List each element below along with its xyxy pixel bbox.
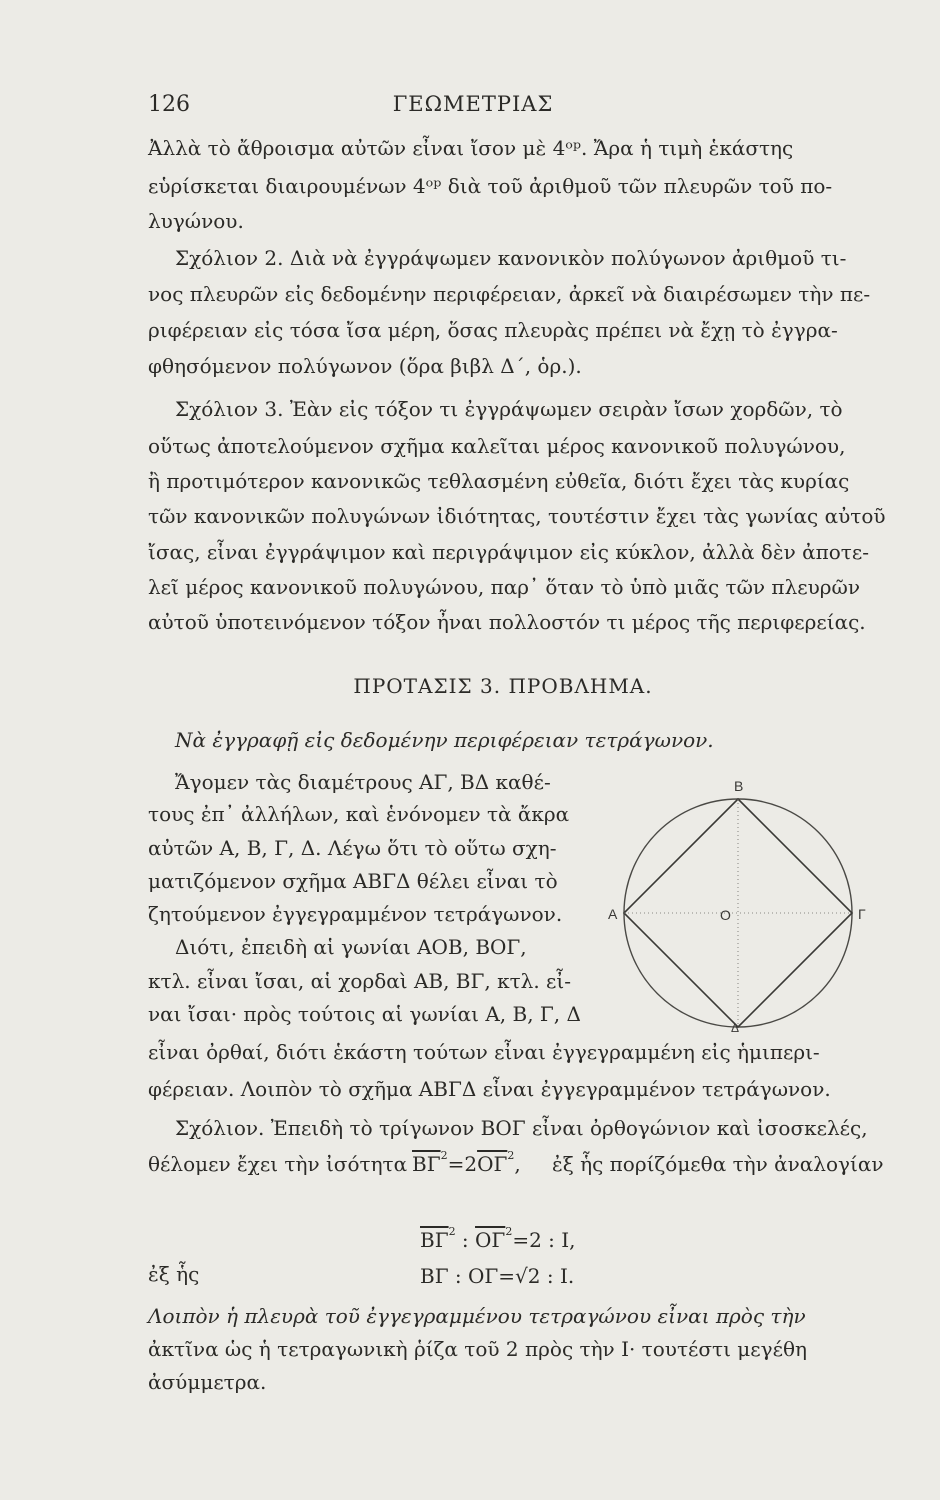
proof-line: ματιζόμενον σχῆμα ΑΒΓΔ θέλει εἶναι τὸ xyxy=(148,869,558,893)
text-line: λυγώνου. xyxy=(148,209,244,233)
closing-line: Λοιπὸν ἡ πλευρὰ τοῦ ἐγγεγραμμένου τετραγώνου εἶναι πρὸς τὴν xyxy=(148,1304,806,1328)
closing-line: ἀκτῖνα ὡς ἡ τετραγωνικὴ ῥίζα τοῦ 2 πρὸς τὴν Ι· τουτέστι μεγέθη xyxy=(148,1337,807,1361)
label-o: Ο xyxy=(720,907,731,923)
inscribed-square xyxy=(624,799,852,1027)
eq1-comma: , xyxy=(514,1152,521,1176)
label-d: Δ xyxy=(731,1021,740,1035)
proposition-heading: ΠΡΟΤΑΣΙΣ 3. ΠΡΟΒΛΗΜΑ. xyxy=(353,674,653,698)
text-line: φθησόμενον πολύγωνον (ὅρα βιβλ Δ΄, ὁρ.). xyxy=(148,354,582,378)
text-line: Ἀλλὰ τὸ ἄθροισμα αὐτῶν εἶναι ἴσον μὲ 4ᵒᵖ. Ἄρα ἡ τιμὴ ἑκάστης xyxy=(148,136,794,160)
eq2-colon: : xyxy=(455,1228,476,1252)
circle xyxy=(624,799,852,1027)
proof-line: τους ἐπ᾽ ἀλλήλων, καὶ ἑνόνομεν τὰ ἄκρα xyxy=(148,802,570,826)
equation-3: ΒΓ : ΟΓ=√2 : Ι. xyxy=(420,1264,575,1288)
label-b: Β xyxy=(734,778,744,794)
label-a: Α xyxy=(608,906,618,922)
text-line: αὐτοῦ ὑποτεινόμενον τόξον ἦναι πολλοστόν τι μέρος τῆς περιφερείας. xyxy=(148,610,866,634)
text-line: ἴσας, εἶναι ἐγγράψιμον καὶ περιγράψιμον εἰς κύκλον, ἀλλὰ δὲν ἀποτε- xyxy=(148,540,869,564)
eq3-prefix: ἐξ ἧς xyxy=(148,1262,200,1286)
page-header xyxy=(148,92,798,122)
proof-line: ζητούμενον ἐγγεγραμμένον τετράγωνον. xyxy=(148,902,563,926)
eq1-exponent-b: 2 xyxy=(507,1149,515,1163)
proof-line: φέρειαν. Λοιπὸν τὸ σχῆμα ΑΒΓΔ εἶναι ἐγγεγραμμένον τετράγωνον. xyxy=(148,1077,831,1101)
eq1-term-b: $\overline{O\Gamma}$ xyxy=(477,1152,508,1176)
label-g: Γ xyxy=(858,906,866,922)
eq2-term-a: $\overline{B\Gamma}$ xyxy=(420,1228,449,1252)
eq1-mid: =2 xyxy=(447,1152,478,1176)
text-line: ριφέρειαν εἰς τόσα ἴσα μέρη, ὅσας πλευρὰς πρέπει νὰ ἔχῃ τὸ ἐγγρα- xyxy=(148,318,838,342)
page-number: 126 xyxy=(148,92,190,117)
text-line: Σχόλιον 3. Ἐὰν εἰς τόξον τι ἐγγράψωμεν σειρὰν ἴσων χορδῶν, τὸ xyxy=(175,397,843,421)
text-line: οὕτως ἀποτελούμενον σχῆμα καλεῖται μέρος κανονικοῦ πολυγώνου, xyxy=(148,434,846,458)
scholion-line: ἐξ ἧς πορίζόμεθα τὴν ἀναλογίαν xyxy=(552,1152,884,1176)
inscribed-square-figure xyxy=(600,775,870,1035)
proof-line: Διότι, ἐπειδὴ αἱ γωνίαι ΑΟΒ, ΒΟΓ, xyxy=(175,935,527,959)
equation-2 xyxy=(420,1225,576,1252)
eq2-term-b: $\overline{O\Gamma}$ xyxy=(475,1228,506,1252)
proof-line: αὐτῶν Α, Β, Γ, Δ. Λέγω ὅτι τὸ οὕτω σχη- xyxy=(148,836,557,860)
text-line: εὑρίσκεται διαιρουμένων 4ᵒᵖ διὰ τοῦ ἀριθμοῦ τῶν πλευρῶν τοῦ πο- xyxy=(148,174,833,198)
text-line: Σχόλιον 2. Διὰ νὰ ἐγγράψωμεν κανονικὸν πολύγωνον ἀριθμοῦ τι- xyxy=(175,246,847,270)
equation-1 xyxy=(412,1149,521,1176)
eq1-term: $\overline{B\Gamma}$ xyxy=(412,1152,441,1176)
proposition-statement: Νὰ ἐγγραφῇ εἰς δεδομένην περιφέρειαν τετράγωνον. xyxy=(175,728,714,752)
proof-line: Ἄγομεν τὰς διαμέτρους ΑΓ, ΒΔ καθέ- xyxy=(175,770,551,794)
running-title: ΓΕΩΜΕΤΡΙΑΣ xyxy=(392,92,554,116)
text-line: νος πλευρῶν εἰς δεδομένην περιφέρειαν, ἀρκεῖ νὰ διαιρέσωμεν τὴν πε- xyxy=(148,282,871,306)
text-line: ἢ προτιμότερον κανονικῶς τεθλασμένη εὐθεῖα, διότι ἔχει τὰς κυρίας xyxy=(148,469,850,493)
closing-line: ἀσύμμετρα. xyxy=(148,1370,267,1394)
proof-line: κτλ. εἶναι ἴσαι, αἱ χορδαὶ ΑΒ, ΒΓ, κτλ. εἶ- xyxy=(148,969,572,993)
eq2-end: =2 : Ι, xyxy=(512,1228,576,1252)
proof-line: εἶναι ὀρθαί, διότι ἑκάστη τούτων εἶναι ἐγγεγραμμένη εἰς ἡμιπερι- xyxy=(148,1040,820,1064)
eq2-exp-a: 2 xyxy=(448,1225,456,1239)
eq1-exponent: 2 xyxy=(440,1149,448,1163)
scholion-line: θέλομεν ἔχει τὴν ἰσότητα xyxy=(148,1152,408,1176)
proof-line: ναι ἴσαι· πρὸς τούτοις αἱ γωνίαι Α, Β, Γ, Δ xyxy=(148,1002,581,1026)
text-line: τῶν κανονικῶν πολυγώνων ἰδιότητας, τουτέστιν ἔχει τὰς γωνίας αὐτοῦ xyxy=(148,504,886,528)
text-line: λεῖ μέρος κανονικοῦ πολυγώνου, παρ᾽ ὅταν τὸ ὑπὸ μιᾶς τῶν πλευρῶν xyxy=(148,575,860,599)
scholion-line: Σχόλιον. Ἐπειδὴ τὸ τρίγωνον ΒΟΓ εἶναι ὀρθογώνιον καὶ ἰσοσκελές, xyxy=(175,1116,868,1140)
eq2-exp-b: 2 xyxy=(505,1225,513,1239)
